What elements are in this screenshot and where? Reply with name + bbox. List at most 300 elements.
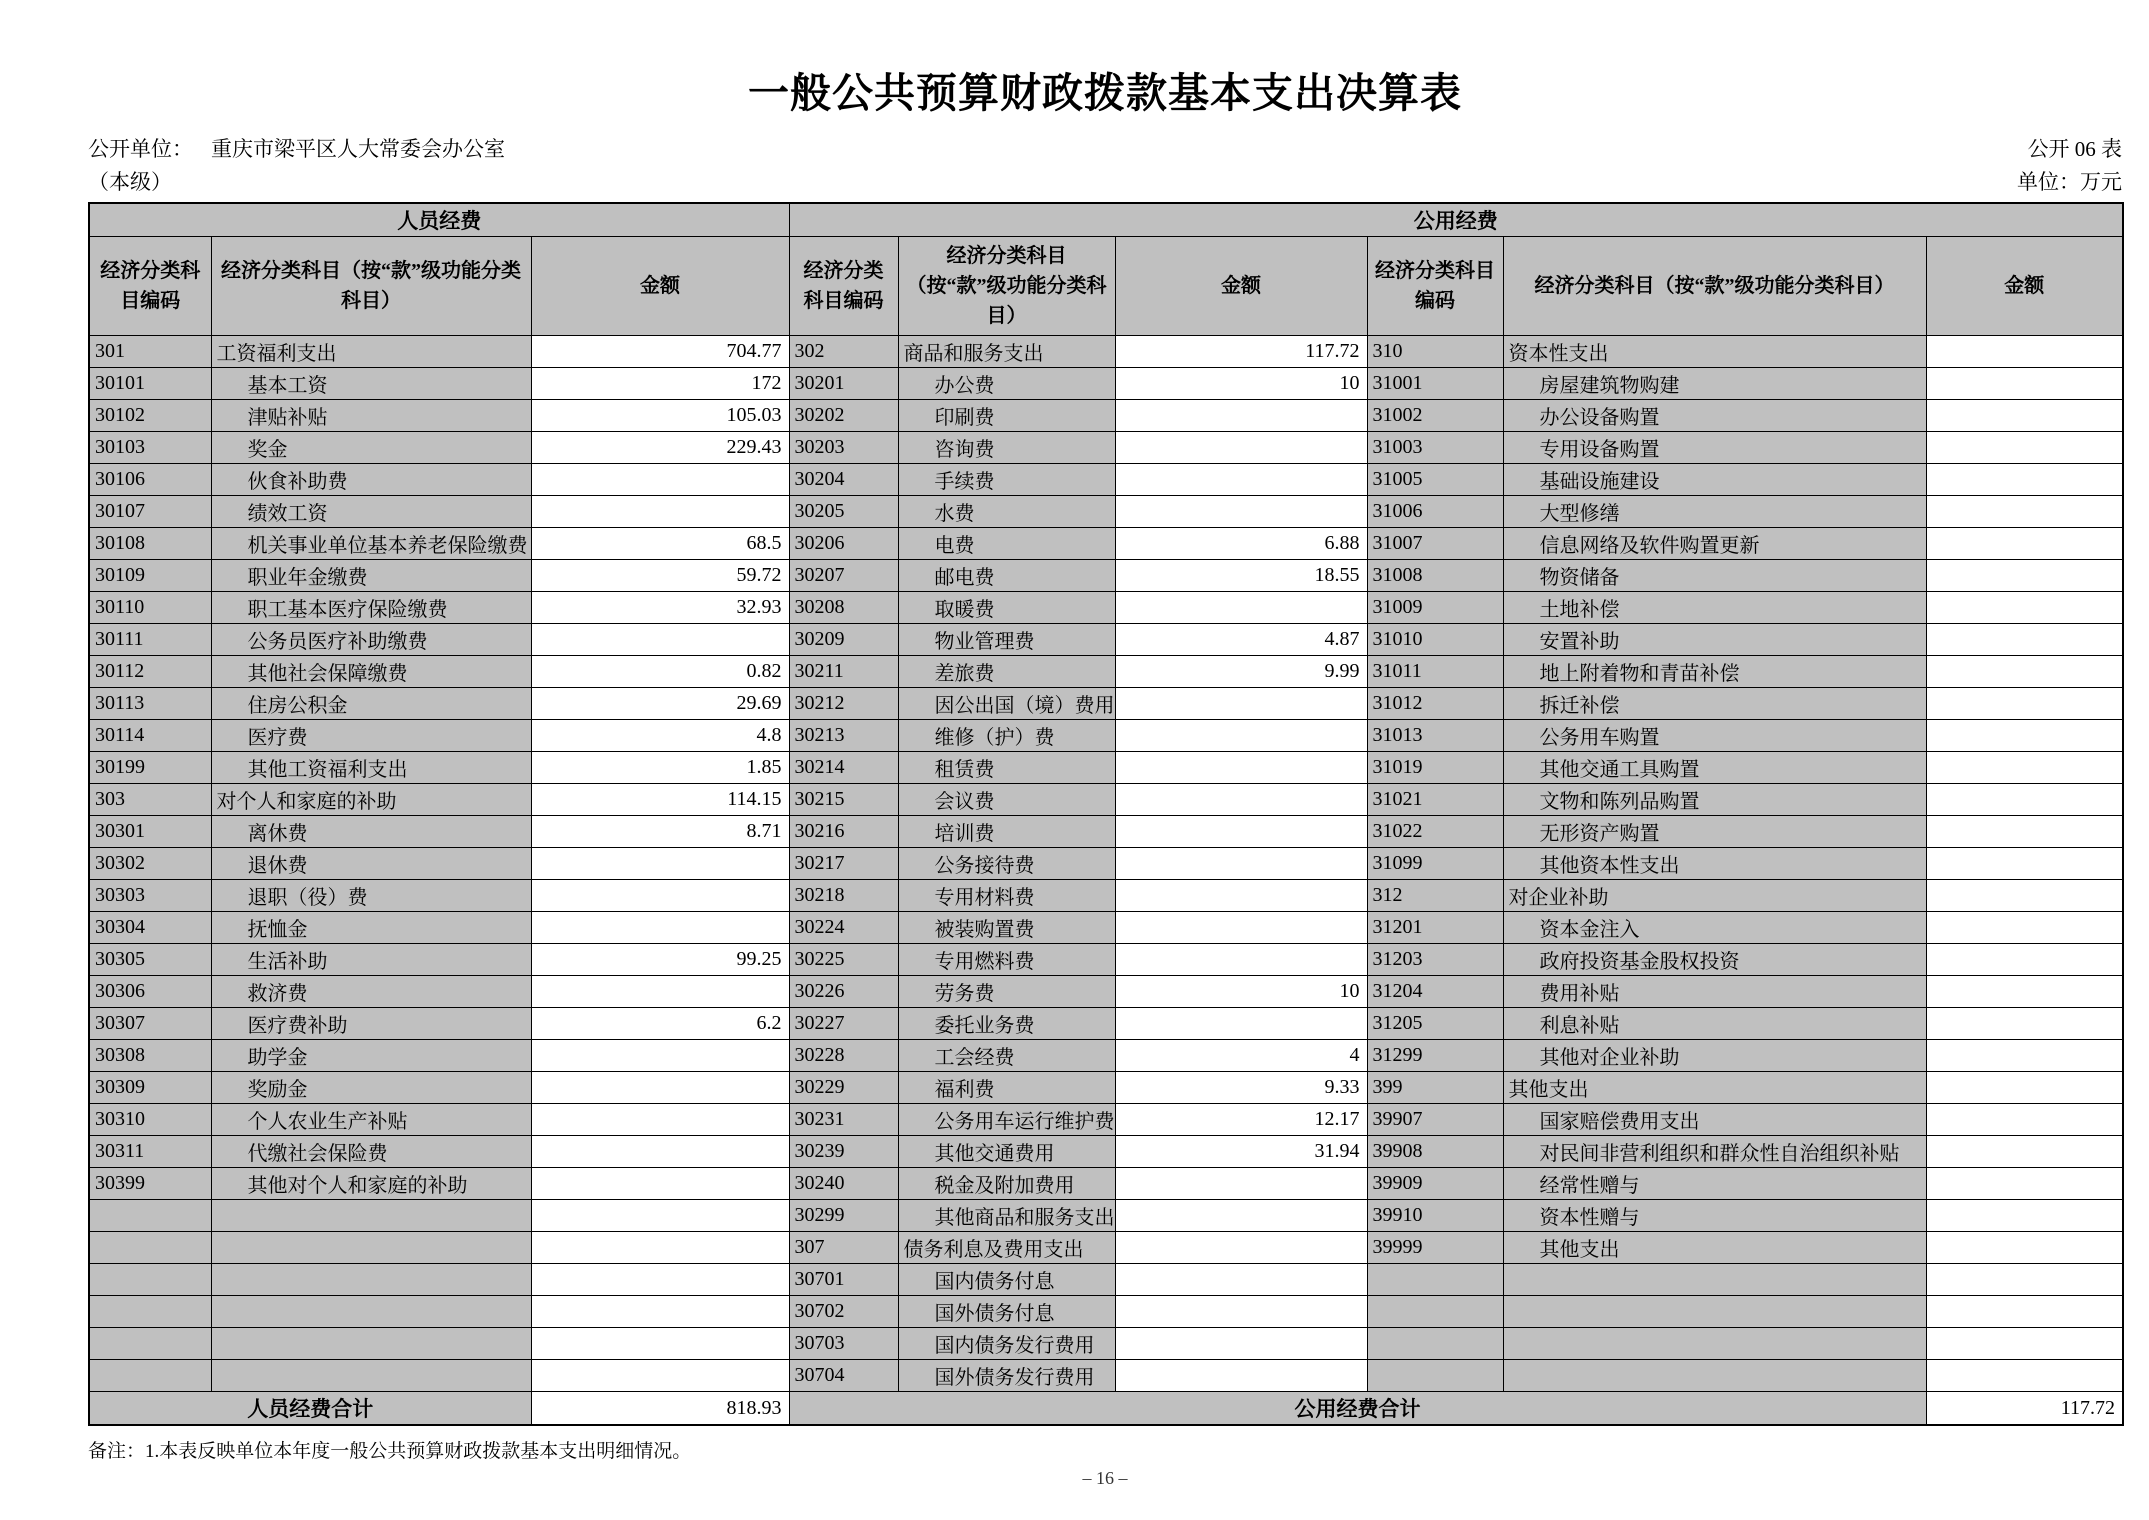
subject-cell: 公务接待费 — [898, 848, 1115, 880]
table-row — [89, 496, 2123, 528]
amount-cell — [1926, 976, 2123, 1008]
amount-cell — [1926, 1008, 2123, 1040]
table-row — [89, 1328, 2123, 1360]
subject-cell: 大型修缮 — [1503, 496, 1926, 528]
subject-cell: 办公费 — [898, 368, 1115, 400]
code-cell: 31002 — [1367, 400, 1503, 432]
amount-cell — [1926, 400, 2123, 432]
subject-cell: 专用材料费 — [898, 880, 1115, 912]
subject-cell: 其他对个人和家庭的补助 — [211, 1168, 531, 1200]
table-number: 公开 06 表 — [2027, 137, 2122, 161]
personnel-total-amount: 818.93 — [531, 1392, 789, 1426]
code-cell: 30301 — [89, 816, 211, 848]
meta-row — [88, 133, 2122, 198]
subject-cell: 其他交通工具购置 — [1503, 752, 1926, 784]
code-cell: 30225 — [789, 944, 898, 976]
code-cell — [89, 1360, 211, 1392]
subject-cell: 其他工资福利支出 — [211, 752, 531, 784]
subject-cell — [211, 1200, 531, 1232]
amount-cell — [1926, 1296, 2123, 1328]
code-cell: 30216 — [789, 816, 898, 848]
subject-cell: 印刷费 — [898, 400, 1115, 432]
subject-cell: 其他社会保障缴费 — [211, 656, 531, 688]
code-cell: 30110 — [89, 592, 211, 624]
amount-cell — [531, 1296, 789, 1328]
amount-cell — [1115, 944, 1367, 976]
subject-cell: 国外债务发行费用 — [898, 1360, 1115, 1392]
subject-cell: 国内债务付息 — [898, 1264, 1115, 1296]
code-cell: 30214 — [789, 752, 898, 784]
code-cell: 30231 — [789, 1104, 898, 1136]
code-cell: 30309 — [89, 1072, 211, 1104]
code-cell: 31005 — [1367, 464, 1503, 496]
budget-table — [88, 202, 2124, 1426]
page-title: 一般公共预算财政拨款基本支出决算表 — [748, 70, 1462, 116]
amount-cell — [1115, 1264, 1367, 1296]
code-cell: 30211 — [789, 656, 898, 688]
code-cell — [1367, 1264, 1503, 1296]
code-cell: 30212 — [789, 688, 898, 720]
subject-cell: 伙食补助费 — [211, 464, 531, 496]
amount-cell — [1926, 1328, 2123, 1360]
subject-cell: 生活补助 — [211, 944, 531, 976]
amount-cell — [1115, 1296, 1367, 1328]
amount-cell — [531, 848, 789, 880]
subject-cell: 会议费 — [898, 784, 1115, 816]
amount-cell — [531, 880, 789, 912]
group-header-personnel: 人员经费 — [89, 203, 789, 237]
col-header-amount-left: 金额 — [531, 237, 789, 336]
code-cell: 31012 — [1367, 688, 1503, 720]
code-cell: 30107 — [89, 496, 211, 528]
subject-cell: 抚恤金 — [211, 912, 531, 944]
amount-cell — [1115, 688, 1367, 720]
subject-cell: 其他交通费用 — [898, 1136, 1115, 1168]
code-cell: 30701 — [789, 1264, 898, 1296]
subject-cell: 其他商品和服务支出 — [898, 1200, 1115, 1232]
amount-cell: 117.72 — [1115, 336, 1367, 368]
code-cell — [89, 1232, 211, 1264]
amount-cell — [1926, 560, 2123, 592]
subject-cell: 公务员医疗补助缴费 — [211, 624, 531, 656]
subject-cell: 维修（护）费 — [898, 720, 1115, 752]
code-cell: 30111 — [89, 624, 211, 656]
table-row — [89, 368, 2123, 400]
code-cell — [89, 1328, 211, 1360]
subject-cell: 基本工资 — [211, 368, 531, 400]
code-cell: 30226 — [789, 976, 898, 1008]
amount-cell: 99.25 — [531, 944, 789, 976]
amount-cell — [1926, 784, 2123, 816]
amount-cell: 172 — [531, 368, 789, 400]
code-cell: 30302 — [89, 848, 211, 880]
col-header-code-right: 经济分类科目编码 — [1367, 237, 1503, 336]
amount-cell — [1926, 624, 2123, 656]
code-cell: 30209 — [789, 624, 898, 656]
subject-cell: 住房公积金 — [211, 688, 531, 720]
subject-cell: 其他资本性支出 — [1503, 848, 1926, 880]
code-cell: 30106 — [89, 464, 211, 496]
table-row — [89, 464, 2123, 496]
amount-cell — [1115, 816, 1367, 848]
amount-cell: 10 — [1115, 976, 1367, 1008]
code-cell: 30203 — [789, 432, 898, 464]
amount-cell: 59.72 — [531, 560, 789, 592]
code-cell: 30213 — [789, 720, 898, 752]
subject-cell — [211, 1328, 531, 1360]
subject-cell: 医疗费补助 — [211, 1008, 531, 1040]
amount-cell: 704.77 — [531, 336, 789, 368]
code-cell: 39907 — [1367, 1104, 1503, 1136]
group-header-public: 公用经费 — [789, 203, 2123, 237]
table-row — [89, 688, 2123, 720]
subject-cell: 公务用车购置 — [1503, 720, 1926, 752]
col-header-code-mid: 经济分类科目编码 — [789, 237, 898, 336]
subject-cell — [211, 1296, 531, 1328]
amount-cell — [1115, 752, 1367, 784]
code-cell: 30307 — [89, 1008, 211, 1040]
amount-cell — [531, 912, 789, 944]
code-cell: 30206 — [789, 528, 898, 560]
code-cell: 30217 — [789, 848, 898, 880]
amount-cell: 68.5 — [531, 528, 789, 560]
col-header-subject-mid: 经济分类科目（按“款”级功能分类科目） — [898, 237, 1115, 336]
table-row — [89, 1136, 2123, 1168]
subject-cell: 退休费 — [211, 848, 531, 880]
subject-cell: 医疗费 — [211, 720, 531, 752]
amount-cell — [1115, 592, 1367, 624]
amount-cell — [1926, 1104, 2123, 1136]
subject-cell: 电费 — [898, 528, 1115, 560]
code-cell: 30114 — [89, 720, 211, 752]
subject-cell — [1503, 1328, 1926, 1360]
subject-cell: 个人农业生产补贴 — [211, 1104, 531, 1136]
public-total-label: 公用经费合计 — [789, 1392, 1926, 1426]
code-cell: 31001 — [1367, 368, 1503, 400]
subject-cell: 差旅费 — [898, 656, 1115, 688]
subject-cell: 资本性支出 — [1503, 336, 1926, 368]
code-cell: 31201 — [1367, 912, 1503, 944]
subject-cell: 基础设施建设 — [1503, 464, 1926, 496]
code-cell: 30303 — [89, 880, 211, 912]
budget-table-body — [89, 336, 2123, 1392]
subject-cell — [1503, 1296, 1926, 1328]
amount-cell — [1115, 912, 1367, 944]
code-cell: 30205 — [789, 496, 898, 528]
code-cell: 301 — [89, 336, 211, 368]
table-row — [89, 432, 2123, 464]
table-row — [89, 1168, 2123, 1200]
col-header-subject-right: 经济分类科目（按“款”级功能分类科目） — [1503, 237, 1926, 336]
amount-cell: 105.03 — [531, 400, 789, 432]
amount-cell — [1926, 1136, 2123, 1168]
table-row — [89, 1008, 2123, 1040]
subject-cell: 物业管理费 — [898, 624, 1115, 656]
amount-cell — [1115, 464, 1367, 496]
amount-cell — [1115, 1008, 1367, 1040]
amount-cell: 1.85 — [531, 752, 789, 784]
table-row — [89, 1360, 2123, 1392]
subject-cell: 退职（役）费 — [211, 880, 531, 912]
subject-cell: 咨询费 — [898, 432, 1115, 464]
amount-cell — [531, 1232, 789, 1264]
amount-cell — [1115, 496, 1367, 528]
amount-cell — [1926, 592, 2123, 624]
amount-cell: 9.99 — [1115, 656, 1367, 688]
amount-cell — [1115, 432, 1367, 464]
code-cell: 30218 — [789, 880, 898, 912]
subject-cell: 职业年金缴费 — [211, 560, 531, 592]
amount-cell — [1926, 880, 2123, 912]
subject-cell: 救济费 — [211, 976, 531, 1008]
code-cell: 31019 — [1367, 752, 1503, 784]
table-row — [89, 1264, 2123, 1296]
subject-cell: 劳务费 — [898, 976, 1115, 1008]
code-cell: 30101 — [89, 368, 211, 400]
col-header-code-left: 经济分类科目编码 — [89, 237, 211, 336]
table-row — [89, 592, 2123, 624]
amount-cell — [1115, 784, 1367, 816]
column-header-row — [89, 237, 2123, 336]
table-row — [89, 656, 2123, 688]
subject-cell: 津贴补贴 — [211, 400, 531, 432]
subject-cell: 文物和陈列品购置 — [1503, 784, 1926, 816]
code-cell: 31204 — [1367, 976, 1503, 1008]
subject-cell: 专用燃料费 — [898, 944, 1115, 976]
subject-cell: 无形资产购置 — [1503, 816, 1926, 848]
subject-cell: 其他支出 — [1503, 1072, 1926, 1104]
subject-cell: 手续费 — [898, 464, 1115, 496]
code-cell: 39909 — [1367, 1168, 1503, 1200]
amount-cell: 31.94 — [1115, 1136, 1367, 1168]
subject-cell: 资本金注入 — [1503, 912, 1926, 944]
subject-cell: 绩效工资 — [211, 496, 531, 528]
subject-cell: 培训费 — [898, 816, 1115, 848]
code-cell — [1367, 1296, 1503, 1328]
code-cell: 30239 — [789, 1136, 898, 1168]
col-header-subject-left: 经济分类科目（按“款”级功能分类科目） — [211, 237, 531, 336]
amount-cell — [1926, 528, 2123, 560]
public-total-amount: 117.72 — [1926, 1392, 2123, 1426]
code-cell: 31205 — [1367, 1008, 1503, 1040]
code-cell: 312 — [1367, 880, 1503, 912]
amount-cell: 18.55 — [1115, 560, 1367, 592]
amount-cell — [531, 1040, 789, 1072]
page-number: – 16 – — [1082, 1468, 1128, 1488]
subject-cell: 奖励金 — [211, 1072, 531, 1104]
subject-cell: 助学金 — [211, 1040, 531, 1072]
document-sheet — [88, 0, 2122, 1463]
table-row — [89, 848, 2123, 880]
subject-cell: 专用设备购置 — [1503, 432, 1926, 464]
amount-cell — [1115, 400, 1367, 432]
amount-cell — [1926, 1264, 2123, 1296]
table-row — [89, 400, 2123, 432]
group-header-row — [89, 203, 2123, 237]
subject-cell: 税金及附加费用 — [898, 1168, 1115, 1200]
code-cell: 31021 — [1367, 784, 1503, 816]
code-cell: 30201 — [789, 368, 898, 400]
amount-cell: 12.17 — [1115, 1104, 1367, 1136]
code-cell: 31008 — [1367, 560, 1503, 592]
unit-level: （本级） — [88, 169, 172, 194]
amount-cell — [1926, 816, 2123, 848]
subject-cell: 对民间非营利组织和群众性自治组织补贴 — [1503, 1136, 1926, 1168]
amount-cell: 10 — [1115, 368, 1367, 400]
table-row — [89, 784, 2123, 816]
subject-cell: 房屋建筑物购建 — [1503, 368, 1926, 400]
amount-cell — [1115, 1328, 1367, 1360]
amount-cell — [531, 1072, 789, 1104]
amount-cell — [531, 1168, 789, 1200]
table-row — [89, 1296, 2123, 1328]
subject-cell: 租赁费 — [898, 752, 1115, 784]
amount-cell — [531, 1328, 789, 1360]
amount-cell: 0.82 — [531, 656, 789, 688]
code-cell — [1367, 1328, 1503, 1360]
subject-cell: 福利费 — [898, 1072, 1115, 1104]
subject-cell: 机关事业单位基本养老保险缴费 — [211, 528, 531, 560]
subject-cell: 因公出国（境）费用 — [898, 688, 1115, 720]
amount-cell — [531, 624, 789, 656]
subject-cell: 委托业务费 — [898, 1008, 1115, 1040]
amount-cell — [1926, 1200, 2123, 1232]
table-row — [89, 336, 2123, 368]
subject-cell: 办公设备购置 — [1503, 400, 1926, 432]
code-cell: 30240 — [789, 1168, 898, 1200]
code-cell: 30204 — [789, 464, 898, 496]
personnel-total-label: 人员经费合计 — [89, 1392, 531, 1426]
table-row — [89, 624, 2123, 656]
code-cell: 39910 — [1367, 1200, 1503, 1232]
amount-cell: 9.33 — [1115, 1072, 1367, 1104]
col-header-amount-mid: 金额 — [1115, 237, 1367, 336]
subject-cell: 拆迁补偿 — [1503, 688, 1926, 720]
amount-cell: 114.15 — [531, 784, 789, 816]
code-cell: 30399 — [89, 1168, 211, 1200]
code-cell: 31003 — [1367, 432, 1503, 464]
code-cell: 30703 — [789, 1328, 898, 1360]
subject-cell: 政府投资基金股权投资 — [1503, 944, 1926, 976]
amount-cell — [531, 1104, 789, 1136]
table-row — [89, 1040, 2123, 1072]
code-cell: 31011 — [1367, 656, 1503, 688]
table-row — [89, 976, 2123, 1008]
amount-cell — [1115, 720, 1367, 752]
unit-line — [88, 133, 505, 166]
amount-cell — [531, 464, 789, 496]
code-cell: 303 — [89, 784, 211, 816]
amount-cell — [1926, 688, 2123, 720]
subject-cell: 其他支出 — [1503, 1232, 1926, 1264]
amount-cell — [1926, 752, 2123, 784]
table-row — [89, 880, 2123, 912]
code-cell — [89, 1200, 211, 1232]
code-cell: 31203 — [1367, 944, 1503, 976]
subject-cell: 资本性赠与 — [1503, 1200, 1926, 1232]
code-cell: 30308 — [89, 1040, 211, 1072]
code-cell: 31007 — [1367, 528, 1503, 560]
amount-cell: 229.43 — [531, 432, 789, 464]
subject-cell — [211, 1264, 531, 1296]
code-cell: 31099 — [1367, 848, 1503, 880]
code-cell — [1367, 1360, 1503, 1392]
amount-cell: 6.2 — [531, 1008, 789, 1040]
amount-cell — [1115, 1200, 1367, 1232]
code-cell: 30299 — [789, 1200, 898, 1232]
col-header-amount-right: 金额 — [1926, 237, 2123, 336]
code-cell: 30103 — [89, 432, 211, 464]
code-cell: 30304 — [89, 912, 211, 944]
amount-cell: 32.93 — [531, 592, 789, 624]
amount-cell — [1115, 1232, 1367, 1264]
subject-cell: 国家赔偿费用支出 — [1503, 1104, 1926, 1136]
unit-name: 重庆市梁平区人大常委会办公室 — [211, 137, 505, 161]
code-cell: 30305 — [89, 944, 211, 976]
subject-cell: 安置补助 — [1503, 624, 1926, 656]
amount-cell — [1926, 1360, 2123, 1392]
subject-cell: 代缴社会保险费 — [211, 1136, 531, 1168]
code-cell: 31006 — [1367, 496, 1503, 528]
subject-cell: 费用补贴 — [1503, 976, 1926, 1008]
code-cell: 302 — [789, 336, 898, 368]
amount-cell — [531, 496, 789, 528]
amount-cell — [531, 1264, 789, 1296]
unit-label: 公开单位： — [88, 137, 193, 161]
subject-cell: 其他对企业补助 — [1503, 1040, 1926, 1072]
code-cell — [89, 1296, 211, 1328]
code-cell: 30228 — [789, 1040, 898, 1072]
amount-cell — [1926, 1040, 2123, 1072]
code-cell: 30208 — [789, 592, 898, 624]
code-cell: 30108 — [89, 528, 211, 560]
code-cell: 30199 — [89, 752, 211, 784]
subject-cell: 奖金 — [211, 432, 531, 464]
table-row — [89, 1200, 2123, 1232]
total-row — [89, 1392, 2123, 1426]
subject-cell: 取暖费 — [898, 592, 1115, 624]
code-cell: 30311 — [89, 1136, 211, 1168]
subject-cell: 邮电费 — [898, 560, 1115, 592]
subject-cell: 工会经费 — [898, 1040, 1115, 1072]
code-cell: 31009 — [1367, 592, 1503, 624]
code-cell: 30207 — [789, 560, 898, 592]
amount-cell — [531, 1200, 789, 1232]
amount-cell — [531, 976, 789, 1008]
code-cell: 310 — [1367, 336, 1503, 368]
amount-cell — [1926, 944, 2123, 976]
amount-cell — [1926, 1072, 2123, 1104]
code-cell: 399 — [1367, 1072, 1503, 1104]
subject-cell: 工资福利支出 — [211, 336, 531, 368]
amount-cell — [1926, 464, 2123, 496]
code-cell: 30229 — [789, 1072, 898, 1104]
code-cell: 30202 — [789, 400, 898, 432]
code-cell: 30109 — [89, 560, 211, 592]
amount-cell — [1115, 1168, 1367, 1200]
table-row — [89, 1232, 2123, 1264]
code-cell: 31010 — [1367, 624, 1503, 656]
table-row — [89, 752, 2123, 784]
subject-cell — [211, 1360, 531, 1392]
amount-cell — [1115, 848, 1367, 880]
amount-cell — [1115, 880, 1367, 912]
code-cell: 30215 — [789, 784, 898, 816]
code-cell: 30224 — [789, 912, 898, 944]
code-cell: 39999 — [1367, 1232, 1503, 1264]
subject-cell: 经常性赠与 — [1503, 1168, 1926, 1200]
code-cell: 31022 — [1367, 816, 1503, 848]
